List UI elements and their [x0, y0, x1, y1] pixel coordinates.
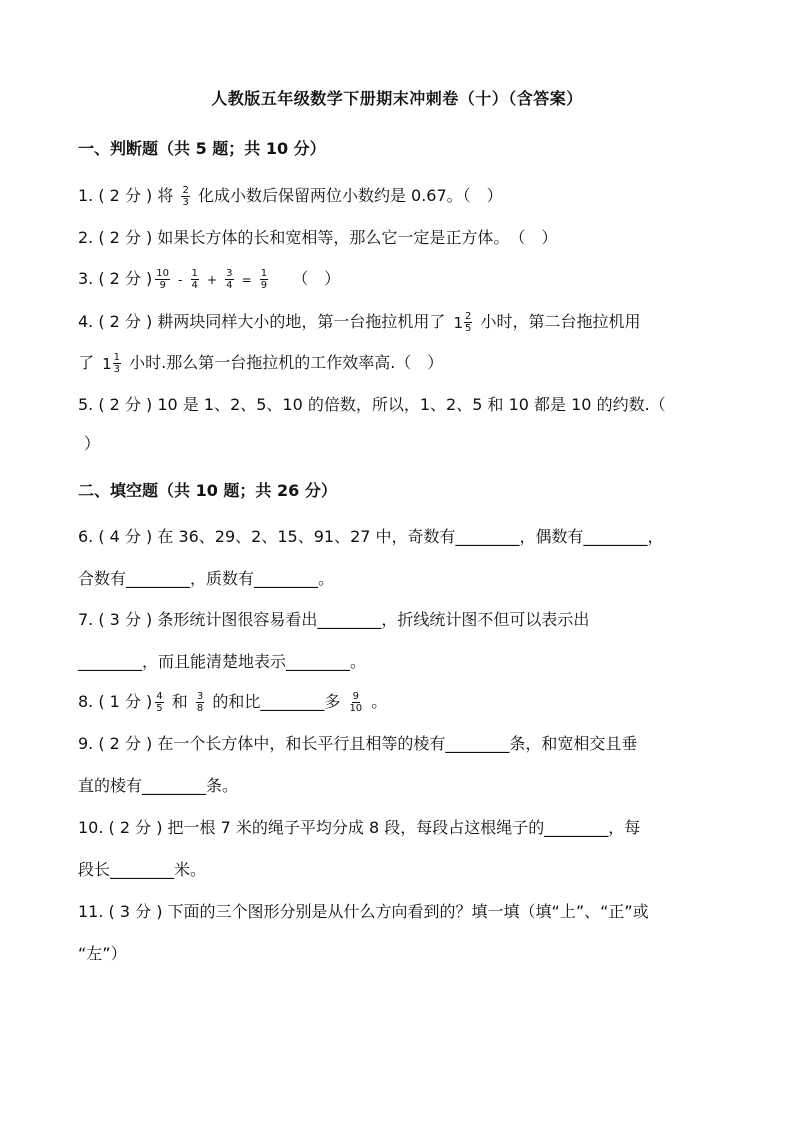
fraction-denominator: 4	[191, 280, 198, 291]
fraction-numerator: 3	[196, 691, 204, 702]
mixed-whole: 1	[102, 354, 112, 373]
fraction-denominator: 4	[226, 280, 233, 291]
equals-sign: =	[241, 273, 252, 287]
fraction-denominator: 9	[260, 280, 268, 291]
question-5-line-1: 5. ( 2 分 ) 10 是 1、2、5、10 的倍数，所以，1、2、5 和 10 都是 10 的约数.（	[78, 395, 666, 414]
minus-sign: -	[178, 273, 183, 287]
question-5-line-2: ）	[84, 434, 101, 453]
question-4-prefix: 4. ( 2 分 ) 耕两块同样大小的地，第一台拖拉机用了	[78, 312, 446, 331]
fraction-numerator: 3	[226, 268, 233, 279]
question-4-line-2-prefix: 了	[78, 353, 95, 372]
fraction-denominator: 3	[113, 364, 121, 375]
fraction-one-quarter	[191, 268, 199, 291]
fraction-denominator: 9	[159, 280, 166, 291]
question-10-line-2: 段长________米。	[78, 860, 207, 879]
question-7-line-2: ________，而且能清楚地表示________。	[78, 652, 367, 671]
fraction-numerator: 1	[191, 268, 198, 279]
fraction-denominator: 10	[349, 703, 363, 714]
fraction-denominator: 8	[196, 703, 204, 714]
mixed-fraction	[464, 311, 472, 334]
question-8-and: 和	[171, 692, 188, 711]
question-8-middle: 的和比________多	[212, 692, 341, 711]
fraction-denominator: 5	[465, 323, 472, 334]
section-heading-judgement: 一、判断题（共 5 题；共 10 分）	[78, 139, 326, 158]
section-heading-fill-blank: 二、填空题（共 10 题；共 26 分）	[78, 481, 337, 500]
question-4-line-2	[78, 352, 443, 375]
fraction-numerator: 2	[182, 185, 189, 196]
mixed-number-one-and-two-fifths	[453, 311, 472, 334]
question-4-line-1	[78, 311, 641, 334]
question-2: 2. ( 2 分 ) 如果长方体的长和宽相等，那么它一定是正方体。 （ ）	[78, 228, 558, 247]
question-9-line-1: 9. ( 2 分 ) 在一个长方体中，和长平行且相等的棱有________条，和宽相交且垂	[78, 734, 638, 753]
question-3-suffix: （ ）	[292, 269, 341, 288]
fraction-three-eighths	[196, 691, 204, 714]
plus-sign: +	[207, 273, 218, 287]
mixed-number-one-and-one-third	[102, 352, 121, 375]
question-7-line-1: 7. ( 3 分 ) 条形统计图很容易看出________，折线统计图不但可以表示出	[78, 610, 590, 629]
question-8-prefix: 8. ( 1 分 )	[78, 692, 153, 711]
question-10-line-1: 10. ( 2 分 ) 把一根 7 米的绳子平均分成 8 段，每段占这根绳子的________，每	[78, 818, 641, 837]
fraction-numerator: 1	[113, 352, 121, 363]
question-1-suffix: 化成小数后保留两位小数约是 0.67。（ ）	[197, 186, 503, 205]
fraction-ten-ninths	[155, 268, 170, 291]
fraction-numerator: 4	[156, 691, 163, 702]
question-11-line-1: 11. ( 3 分 ) 下面的三个图形分别是从什么方向看到的？填一填（填“上”、“正”或	[78, 902, 649, 921]
fraction-one-ninth	[260, 268, 268, 291]
question-8	[78, 691, 387, 714]
fraction-numerator: 10	[156, 268, 170, 279]
fraction-denominator: 5	[156, 703, 163, 714]
question-11-line-2: “左”）	[78, 944, 127, 963]
fraction-three-quarters	[225, 268, 233, 291]
question-6-line-1: 6. ( 4 分 ) 在 36、29、2、15、91、27 中，奇数有________，偶数有________，	[78, 527, 664, 546]
question-4-line-1-suffix: 小时，第二台拖拉机用	[480, 312, 641, 331]
question-3-prefix: 3. ( 2 分 )	[78, 269, 153, 288]
fraction-two-thirds	[181, 185, 189, 208]
question-4-line-2-suffix: 小时.那么第一台拖拉机的工作效率高.（ ）	[129, 353, 444, 372]
fraction-four-fifths	[155, 691, 163, 714]
fraction-denominator: 3	[182, 197, 189, 208]
fraction-nine-tenths	[348, 691, 363, 714]
question-1	[78, 185, 503, 208]
question-9-line-2: 直的棱有________条。	[78, 776, 239, 795]
mixed-whole: 1	[453, 313, 464, 332]
question-6-line-2: 合数有________，质数有________。	[78, 569, 335, 588]
fraction-numerator: 9	[352, 691, 359, 702]
fraction-numerator: 2	[465, 311, 472, 322]
page-title: 人教版五年级数学下册期末冲刺卷（十）（含答案）	[211, 89, 583, 108]
question-1-prefix: 1. ( 2 分 ) 将	[78, 186, 174, 205]
fraction-numerator: 1	[260, 268, 268, 279]
question-8-suffix: 。	[371, 692, 388, 711]
question-3	[78, 268, 340, 291]
mixed-fraction	[113, 352, 121, 375]
